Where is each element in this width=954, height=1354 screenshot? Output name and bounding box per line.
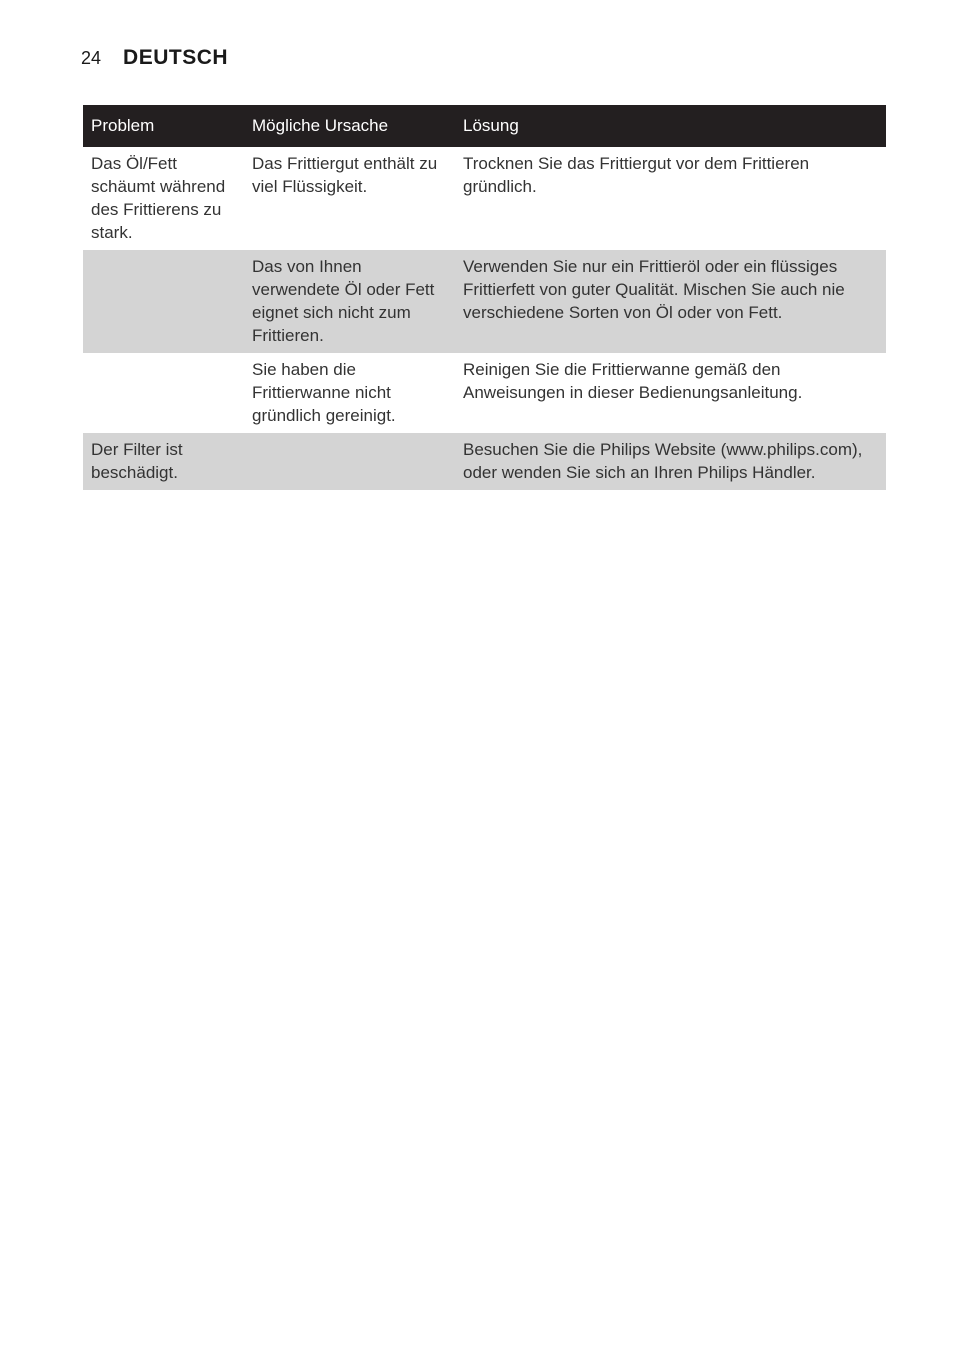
- section-title: DEUTSCH: [123, 46, 229, 69]
- cell-problem: Das Öl/Fett schäumt während des Frittierens zu stark.: [91, 154, 226, 242]
- cell-cause: Sie haben die Frittierwanne nicht gründlich gereinigt.: [252, 360, 396, 425]
- cell-cause: Das von Ihnen verwendete Öl oder Fett eignet sich nicht zum Frittieren.: [244, 250, 455, 353]
- cell-solution: Trocknen Sie das Frittiergut vor dem Frittieren gründlich.: [463, 154, 810, 196]
- table-row: [83, 250, 886, 353]
- table-row: [83, 147, 886, 250]
- cell-solution: Reinigen Sie die Frittierwanne gemäß den Anweisungen in dieser Bedienungsanleitung.: [463, 360, 803, 402]
- cell-cause: Das Frittiergut enthält zu viel Flüssigkeit.: [252, 154, 438, 196]
- cell-solution: Verwenden Sie nur ein Frittieröl oder ein flüssiges Frittierfett von guter Qualität. Mischen Sie auch nie verschiedene Sorten von Öl oder von Fett.: [455, 250, 886, 353]
- cell-problem: [83, 250, 244, 353]
- page-header: [81, 46, 228, 70]
- cell-cause: [244, 433, 455, 490]
- column-header-problem: Problem: [83, 105, 244, 147]
- table-row: [83, 433, 886, 490]
- page-number: 24: [81, 48, 102, 68]
- cell-solution: Besuchen Sie die Philips Website (www.philips.com), oder wenden Sie sich an Ihren Philips Händler.: [455, 433, 886, 490]
- cell-problem: [83, 353, 244, 433]
- column-header-cause: Mögliche Ursache: [244, 105, 455, 147]
- column-header-solution: Lösung: [455, 105, 886, 147]
- cell-problem: Der Filter ist beschädigt.: [83, 433, 244, 490]
- table-header-row: [83, 105, 886, 147]
- troubleshooting-table: [83, 105, 886, 490]
- table-row: [83, 353, 886, 433]
